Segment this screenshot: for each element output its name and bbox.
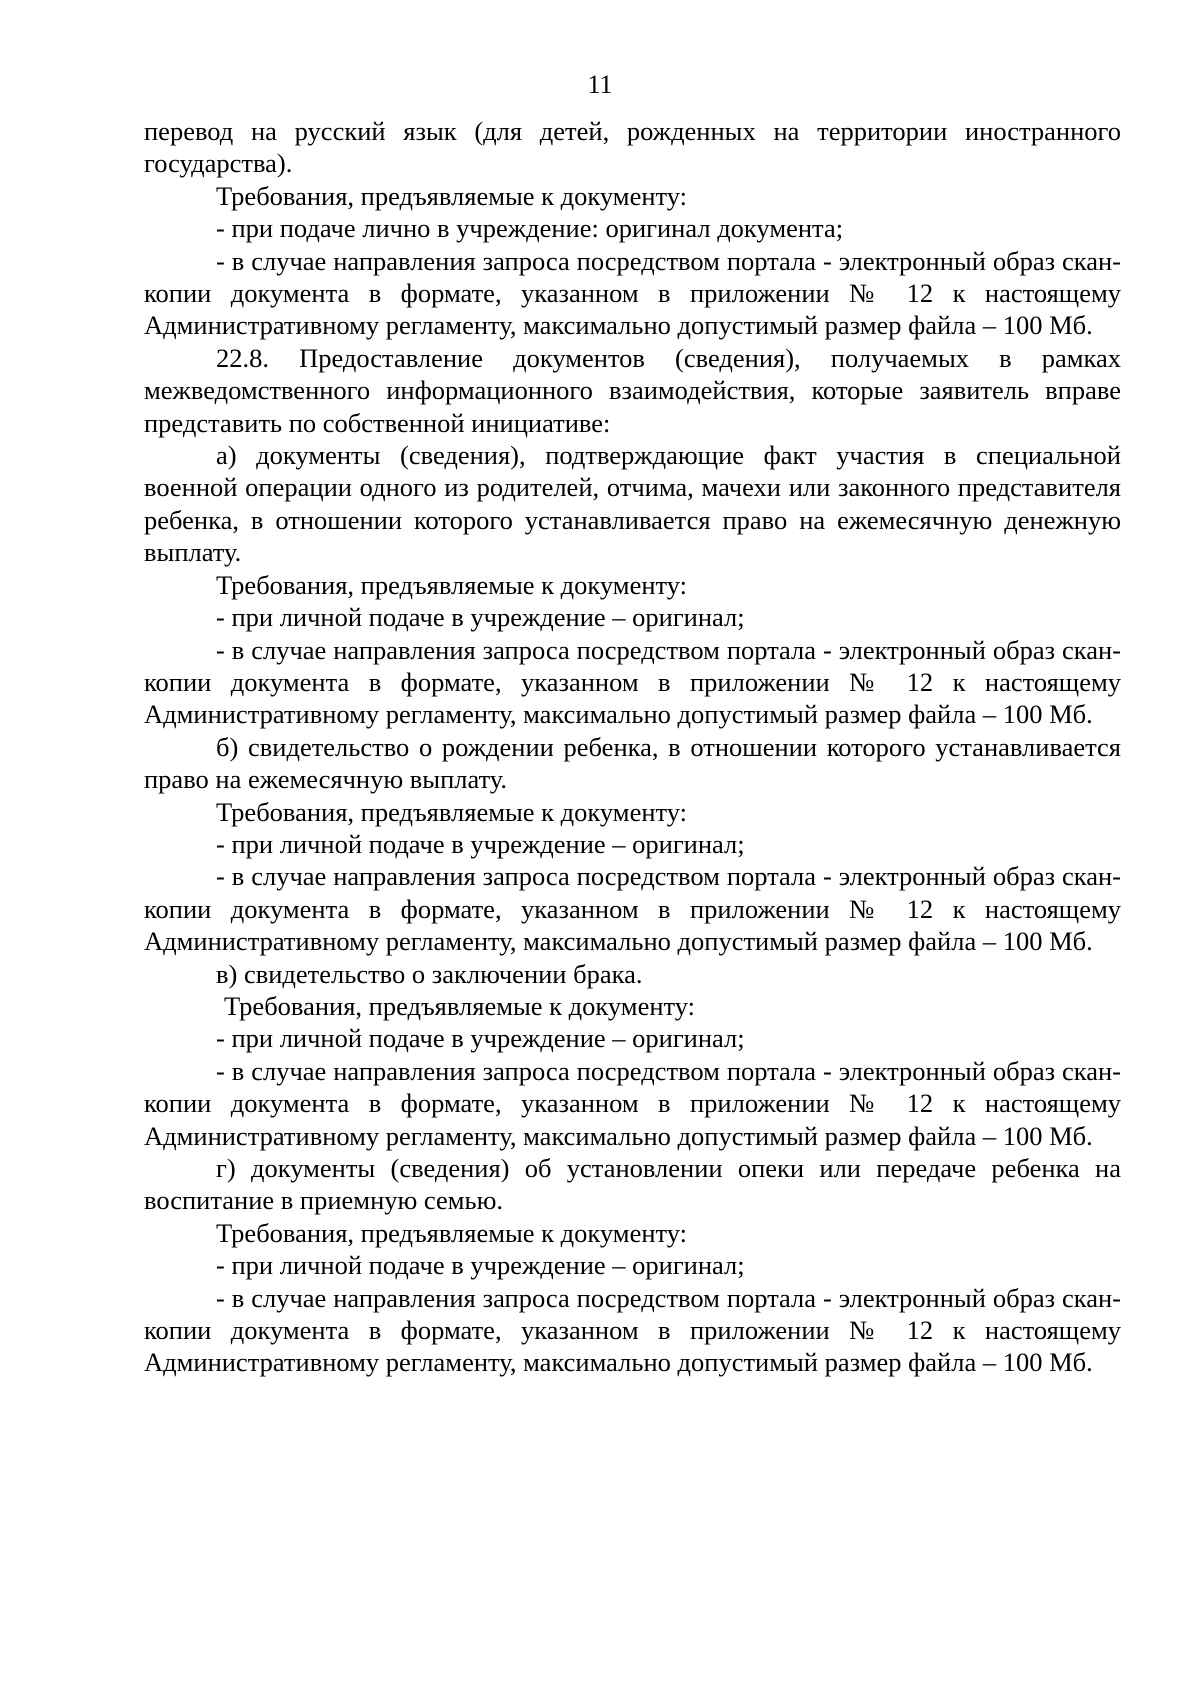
paragraph-requirement-portal: - в случае направления запроса посредством портала - электронный образ скан-копии документа в формате, указанном в приложении № 12 к настоящему Административному регламенту, максимально допустимый размер файла – 100 Мб.	[144, 861, 1121, 957]
paragraph-requirement-in-person: - при личной подаче в учреждение – оригинал;	[216, 828, 745, 859]
paragraph-item-a: а) документы (сведения), подтверждающие факт участия в специальной военной операции одного из родителей, отчима, мачехи или законного представителя ребенка, в отношении которого устанавливается право на ежемесячную денежную выплату.	[144, 440, 1121, 568]
paragraph-section-22-8: 22.8. Предоставление документов (сведения), получаемых в рамках межведомственного информационного взаимодействия, которые заявитель вправе представить по собственной инициативе:	[144, 342, 1121, 438]
paragraph-requirements-heading: Требования, предъявляемые к документу:	[216, 569, 688, 600]
paragraph-requirement-portal: - в случае направления запроса посредством портала - электронный образ скан-копии документа в формате, указанном в приложении № 12 к настоящему Административному регламенту, максимально допустимый размер файла – 100 Мб.	[144, 1282, 1121, 1378]
paragraph-requirement-in-person: - при личной подаче в учреждение – оригинал;	[216, 1250, 745, 1281]
document-body	[144, 115, 1121, 1379]
paragraph-continuation: перевод на русский язык (для детей, рожденных на территории иностранного государства).	[144, 116, 1121, 179]
paragraph-requirement-in-person: - при личной подаче в учреждение – оригинал;	[216, 1023, 745, 1054]
paragraph-item-v: в) свидетельство о заключении брака.	[216, 958, 643, 989]
paragraph-requirements-heading: Требования, предъявляемые к документу:	[224, 990, 696, 1021]
paragraph-requirement-in-person: - при подаче лично в учреждение: оригинал документа;	[216, 213, 844, 244]
paragraph-item-b: б) свидетельство о рождении ребенка, в отношении которого устанавливается право на ежемесячную выплату.	[144, 731, 1121, 795]
paragraph-requirements-heading: Требования, предъявляемые к документу:	[216, 796, 688, 827]
paragraph-item-g: г) документы (сведения) об установлении опеки или передаче ребенка на воспитание в приемную семью.	[144, 1153, 1121, 1216]
paragraph-requirement-in-person: - при личной подаче в учреждение – оригинал;	[216, 602, 745, 633]
paragraph-requirements-heading: Требования, предъявляемые к документу:	[216, 180, 688, 211]
paragraph-requirement-portal: - в случае направления запроса посредством портала - электронный образ скан-копии документа в формате, указанном в приложении № 12 к настоящему Административному регламенту, максимально допустимый размер файла – 100 Мб.	[144, 245, 1121, 341]
paragraph-requirement-portal: - в случае направления запроса посредством портала - электронный образ скан-копии документа в формате, указанном в приложении № 12 к настоящему Административному регламенту, максимально допустимый размер файла – 100 Мб.	[144, 634, 1121, 730]
paragraph-requirement-portal: - в случае направления запроса посредством портала - электронный образ скан-копии документа в формате, указанном в приложении № 12 к настоящему Административному регламенту, максимально допустимый размер файла – 100 Мб.	[144, 1055, 1121, 1151]
page-number: 11	[587, 70, 613, 99]
paragraph-requirements-heading: Требования, предъявляемые к документу:	[216, 1217, 688, 1248]
